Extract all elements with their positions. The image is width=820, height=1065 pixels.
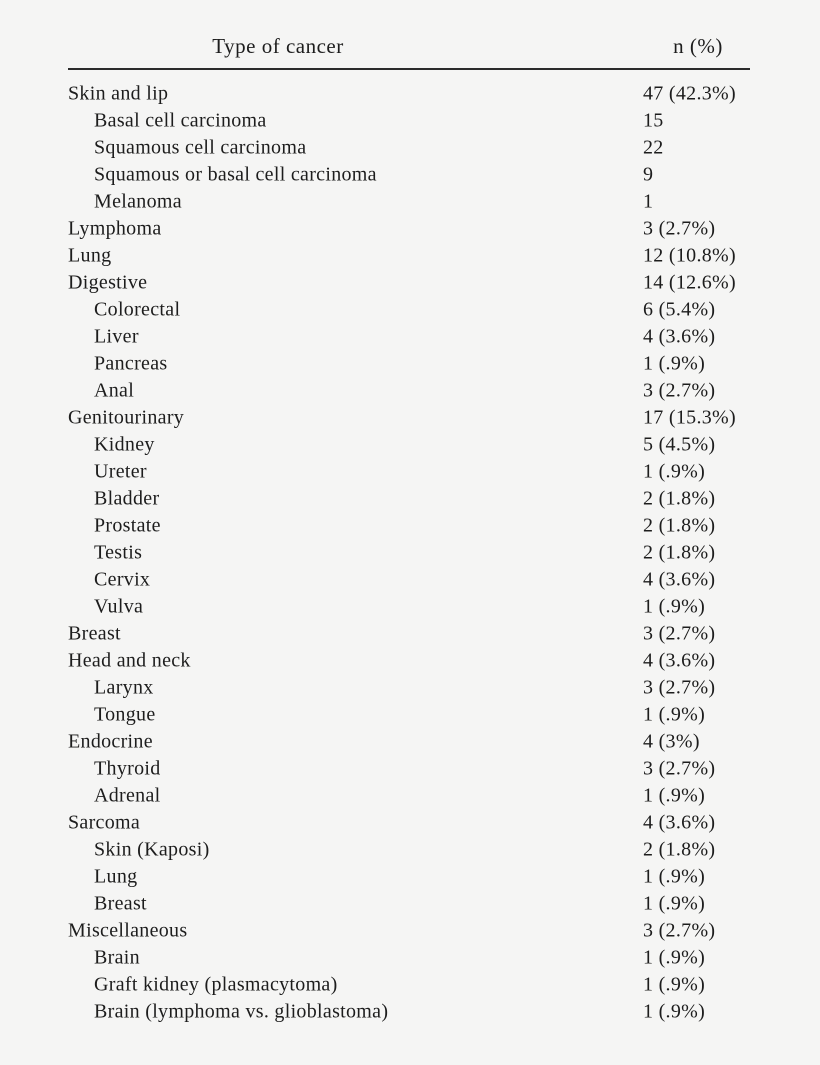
count-percent-cell: 2 (1.8%) [643,487,716,509]
table-row [68,944,768,971]
count-percent-cell: 14 (12.6%) [643,271,736,293]
header-rule-divider [68,68,750,70]
table-row [68,404,768,431]
table-row [68,566,768,593]
cancer-type-cell: Breast [94,892,147,914]
cancer-type-cell: Prostate [94,514,161,536]
count-percent-cell: 1 (.9%) [643,460,706,482]
cancer-type-cell: Kidney [94,433,155,455]
table-row [68,161,768,188]
count-percent-cell: 4 (3.6%) [643,649,716,671]
count-percent-cell: 1 (.9%) [643,973,706,995]
count-percent-cell: 1 (.9%) [643,946,706,968]
count-percent-cell: 6 (5.4%) [643,298,716,320]
count-percent-cell: 1 (.9%) [643,865,706,887]
cancer-type-cell: Brain (lymphoma vs. glioblastoma) [94,1000,389,1022]
count-percent-cell: 17 (15.3%) [643,406,736,428]
cancer-type-cell: Ureter [94,460,147,482]
cancer-type-cell: Cervix [94,568,151,590]
table-row [68,215,768,242]
cancer-type-cell: Digestive [68,271,148,293]
table-row [68,539,768,566]
count-percent-cell: 3 (2.7%) [643,622,716,644]
cancer-type-cell: Squamous cell carcinoma [94,136,307,158]
count-percent-cell: 9 [643,163,654,185]
cancer-type-cell: Bladder [94,487,160,509]
cancer-type-cell: Vulva [94,595,144,617]
table-row [68,728,768,755]
cancer-type-cell: Lung [68,244,112,266]
table-row [68,107,768,134]
column-header-type-of-cancer: Type of cancer [212,34,344,58]
cancer-type-cell: Squamous or basal cell carcinoma [94,163,377,185]
table-row [68,998,768,1025]
cancer-type-cell: Adrenal [94,784,161,806]
count-percent-cell: 22 [643,136,664,158]
table-row [68,350,768,377]
table-header-row [0,34,820,64]
count-percent-cell: 12 (10.8%) [643,244,736,266]
table-row [68,431,768,458]
count-percent-cell: 47 (42.3%) [643,82,736,104]
count-percent-cell: 1 (.9%) [643,595,706,617]
column-header-n-percent: n (%) [673,34,723,58]
cancer-type-cell: Graft kidney (plasmacytoma) [94,973,338,995]
cancer-type-cell: Lymphoma [68,217,162,239]
table-row [68,323,768,350]
count-percent-cell: 5 (4.5%) [643,433,716,455]
table-row [68,593,768,620]
count-percent-cell: 1 (.9%) [643,703,706,725]
cancer-type-cell: Anal [94,379,135,401]
table-row [68,485,768,512]
count-percent-cell: 1 (.9%) [643,784,706,806]
cancer-type-cell: Larynx [94,676,154,698]
count-percent-cell: 4 (3%) [643,730,700,752]
table-row [68,620,768,647]
count-percent-cell: 2 (1.8%) [643,838,716,860]
count-percent-cell: 3 (2.7%) [643,379,716,401]
table-row [68,377,768,404]
table-row [68,863,768,890]
table-row [68,134,768,161]
cancer-type-cell: Testis [94,541,143,563]
cancer-type-cell: Breast [68,622,121,644]
count-percent-cell: 1 (.9%) [643,892,706,914]
table-row [68,458,768,485]
count-percent-cell: 3 (2.7%) [643,919,716,941]
cancer-type-cell: Head and neck [68,649,191,671]
cancer-type-cell: Sarcoma [68,811,141,833]
cancer-type-cell: Pancreas [94,352,168,374]
count-percent-cell: 1 (.9%) [643,1000,706,1022]
table-row [68,296,768,323]
count-percent-cell: 3 (2.7%) [643,676,716,698]
cancer-type-cell: Skin and lip [68,82,169,104]
cancer-type-cell: Basal cell carcinoma [94,109,267,131]
table-row [68,917,768,944]
cancer-type-cell: Genitourinary [68,406,185,428]
count-percent-cell: 3 (2.7%) [643,757,716,779]
cancer-type-cell: Tongue [94,703,156,725]
table-row [68,269,768,296]
cancer-type-cell: Colorectal [94,298,181,320]
table-body [68,80,768,1025]
cancer-type-cell: Brain [94,946,140,968]
cancer-type-cell: Melanoma [94,190,182,212]
table-row [68,890,768,917]
cancer-type-cell: Liver [94,325,139,347]
table-row [68,782,768,809]
cancer-type-cell: Miscellaneous [68,919,188,941]
count-percent-cell: 4 (3.6%) [643,568,716,590]
table-row [68,647,768,674]
table-row [68,512,768,539]
table-row [68,701,768,728]
count-percent-cell: 3 (2.7%) [643,217,716,239]
count-percent-cell: 4 (3.6%) [643,325,716,347]
cancer-type-cell: Thyroid [94,757,161,779]
count-percent-cell: 2 (1.8%) [643,514,716,536]
count-percent-cell: 15 [643,109,664,131]
cancer-type-cell: Skin (Kaposi) [94,838,210,860]
count-percent-cell: 4 (3.6%) [643,811,716,833]
cancer-type-cell: Endocrine [68,730,153,752]
table-row [68,755,768,782]
count-percent-cell: 1 (.9%) [643,352,706,374]
count-percent-cell: 2 (1.8%) [643,541,716,563]
table-row [68,80,768,107]
table-row [68,242,768,269]
cancer-type-cell: Lung [94,865,138,887]
count-percent-cell: 1 [643,190,654,212]
table-row [68,809,768,836]
table-row [68,674,768,701]
table-row [68,836,768,863]
table-row [68,188,768,215]
table-row [68,971,768,998]
